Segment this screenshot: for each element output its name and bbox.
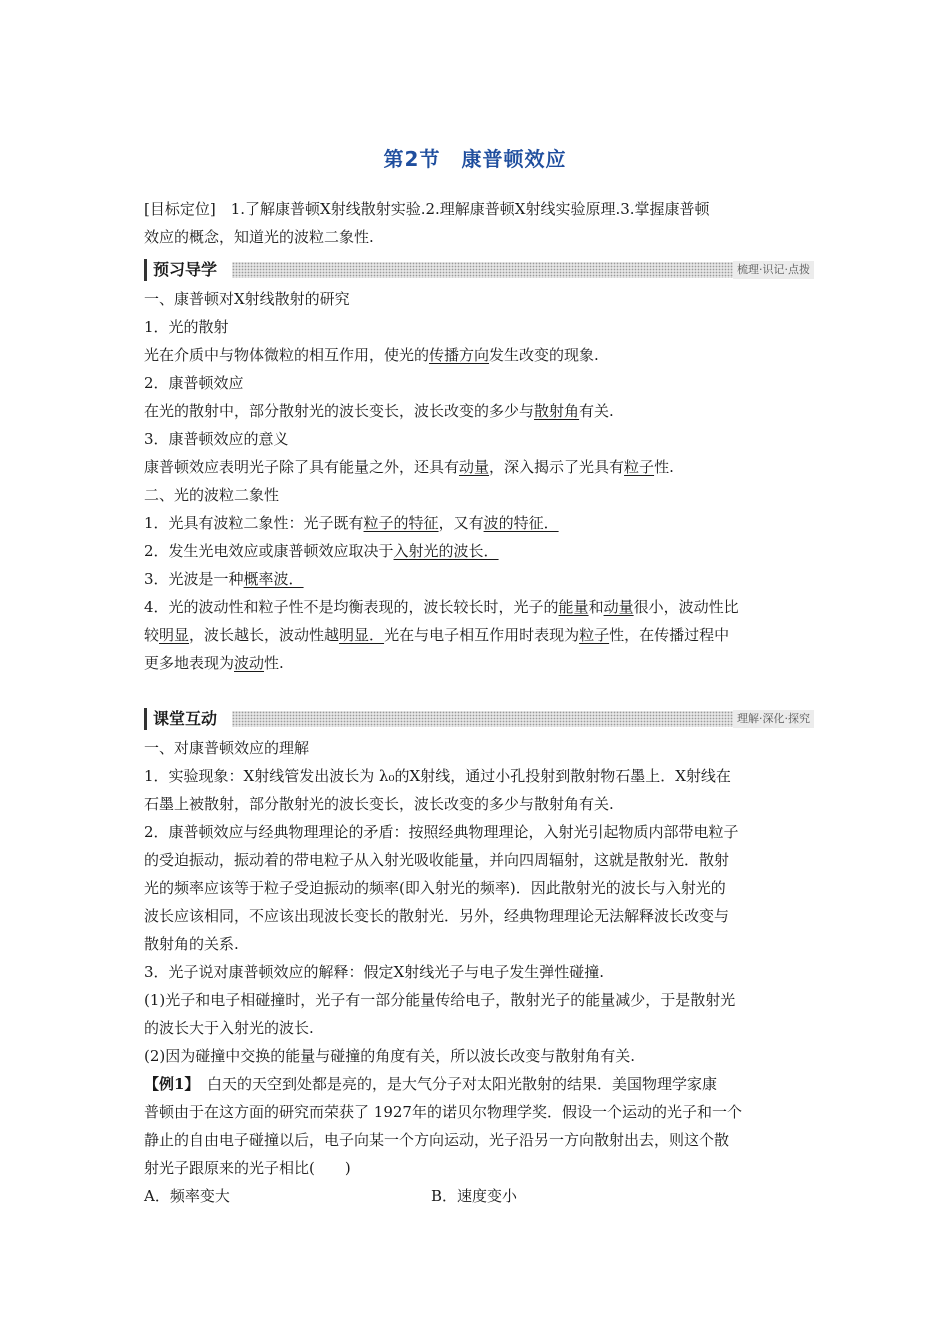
paragraph-line: (1)光子和电子相碰撞时，光子有一部分能量传给电子，散射光子的能量减少，于是散射光 bbox=[144, 991, 736, 1009]
section-bar-preview bbox=[144, 259, 814, 281]
text: 较 bbox=[144, 626, 160, 644]
paragraph-line: 的受迫振动，振动着的带电粒子从入射光吸收能量，并向四周辐射，这就是散射光．散射 bbox=[144, 851, 730, 869]
text: 2．发生光电效应或康普顿效应取决于 bbox=[144, 542, 394, 560]
text: 4．光的波动性和粒子性不是均衡表现的，波长较长时，光子的 bbox=[144, 598, 559, 616]
text: 性. bbox=[654, 458, 674, 476]
paragraph bbox=[144, 593, 812, 621]
paragraph-line: 1．实验现象：X射线管发出波长为 λ₀的X射线，通过小孔投射到散射物石墨上．X射线在 bbox=[144, 767, 731, 785]
section-bar-label: 预习导学 bbox=[144, 259, 223, 281]
text: 和 bbox=[588, 598, 604, 616]
text: 光在与电子相互作用时表现为 bbox=[384, 626, 580, 644]
text: ，波长越长，波动性越 bbox=[189, 626, 340, 644]
class-content bbox=[144, 734, 812, 1210]
example-line: 静止的自由电子碰撞以后，电子向某一个方向运动，光子沿另一方向散射出去，则这个散 bbox=[144, 1131, 730, 1149]
paragraph-line: (2)因为碰撞中交换的能量与碰撞的角度有关，所以波长改变与散射角有关. bbox=[144, 1047, 636, 1065]
answer-blank: 粒子 bbox=[624, 458, 655, 476]
answer-blank: 能量 bbox=[558, 598, 589, 616]
subheading: 1．光的散射 bbox=[144, 318, 229, 336]
paragraph-line: 的波长大于入射光的波长. bbox=[144, 1019, 314, 1037]
section-bar-label: 课堂互动 bbox=[144, 708, 223, 730]
preview-content bbox=[144, 285, 812, 677]
option-a: A．频率变大 bbox=[144, 1187, 230, 1205]
paragraph bbox=[144, 453, 812, 481]
paragraph-line: 石墨上被散射，部分散射光的波长变长，波长改变的多少与散射角有关. bbox=[144, 795, 614, 813]
answer-blank: 入射光的波长． bbox=[393, 542, 499, 560]
answer-blank: 动量 bbox=[459, 458, 490, 476]
text: 康普顿效应表明光子除了具有能量之外，还具有 bbox=[144, 458, 460, 476]
text: 发生改变的现象. bbox=[489, 346, 599, 364]
answer-blank: 波的特征． bbox=[483, 514, 559, 532]
text: 性. bbox=[264, 654, 284, 672]
text: 有关. bbox=[579, 402, 614, 420]
text: 性，在传播过程中 bbox=[609, 626, 730, 644]
paragraph bbox=[144, 397, 812, 425]
paragraph-line: 波长应该相同，不应该出现波长变长的散射光．另外，经典物理理论无法解释波长改变与 bbox=[144, 907, 730, 925]
example-label: 【例1】 bbox=[144, 1075, 192, 1093]
options-row bbox=[144, 1182, 812, 1210]
example-line bbox=[144, 1070, 812, 1098]
answer-blank: 散射角 bbox=[534, 402, 580, 420]
subheading: 2．康普顿效应 bbox=[144, 374, 244, 392]
dotted-band bbox=[232, 711, 814, 727]
text: 在光的散射中，部分散射光的波长变长，波长改变的多少与 bbox=[144, 402, 535, 420]
section-bar-subtitle: 梳理·识记·点拨 bbox=[733, 261, 814, 279]
section-heading: 一、对康普顿效应的理解 bbox=[144, 739, 310, 757]
text: 白天的天空到处都是亮的，是大气分子对太阳光散射的结果．美国物理学家康 bbox=[191, 1075, 717, 1093]
page-title: 第2节 康普顿效应 bbox=[383, 147, 567, 171]
option-b: B．速度变小 bbox=[431, 1187, 518, 1205]
paragraph-line: 光的频率应该等于粒子受迫振动的频率(即入射光的频率)．因此散射光的波长与入射光的 bbox=[144, 879, 726, 897]
text: 更多地表现为 bbox=[144, 654, 235, 672]
answer-blank: 动量 bbox=[603, 598, 634, 616]
section-bar-class bbox=[144, 708, 814, 730]
section-heading: 一、康普顿对X射线散射的研究 bbox=[144, 290, 350, 308]
answer-blank: 概率波． bbox=[243, 570, 304, 588]
text: ，深入揭示了光具有 bbox=[489, 458, 625, 476]
paragraph bbox=[144, 649, 812, 677]
subheading: 3．康普顿效应的意义 bbox=[144, 430, 289, 448]
paragraph bbox=[144, 341, 812, 369]
paragraph bbox=[144, 565, 812, 593]
section-heading: 二、光的波粒二象性 bbox=[144, 486, 280, 504]
text: 很小，波动性比 bbox=[633, 598, 739, 616]
text: 3．光波是一种 bbox=[144, 570, 244, 588]
paragraph bbox=[144, 621, 812, 649]
paragraph-line: 散射角的关系. bbox=[144, 935, 239, 953]
text: 1．光具有波粒二象性：光子既有 bbox=[144, 514, 364, 532]
answer-blank: 明显． bbox=[339, 626, 385, 644]
paragraph-line: 2．康普顿效应与经典物理理论的矛盾：按照经典物理理论，入射光引起物质内部带电粒子 bbox=[144, 823, 739, 841]
paragraph bbox=[144, 509, 812, 537]
answer-blank: 粒子的特征 bbox=[363, 514, 439, 532]
paragraph bbox=[144, 537, 812, 565]
example-line: 普顿由于在这方面的研究而荣获了 1927年的诺贝尔物理学奖．假设一个运动的光子和一个 bbox=[144, 1103, 742, 1121]
section-bar-subtitle: 理解·深化·探究 bbox=[733, 710, 814, 728]
answer-blank: 粒子 bbox=[579, 626, 610, 644]
goals-line: 效应的概念，知道光的波粒二象性. bbox=[144, 228, 374, 246]
dotted-band bbox=[232, 262, 814, 278]
text: 光在介质中与物体微粒的相互作用，使光的 bbox=[144, 346, 430, 364]
example-line: 射光子跟原来的光子相比( ) bbox=[144, 1159, 351, 1177]
answer-blank: 明显 bbox=[159, 626, 190, 644]
learning-goals bbox=[144, 195, 812, 251]
answer-blank: 波动 bbox=[234, 654, 265, 672]
paragraph-line: 3．光子说对康普顿效应的解释：假定X射线光子与电子发生弹性碰撞. bbox=[144, 963, 604, 981]
answer-blank: 传播方向 bbox=[429, 346, 490, 364]
text: ，又有 bbox=[438, 514, 484, 532]
goals-line: [目标定位] 1.了解康普顿X射线散射实验.2.理解康普顿X射线实验原理.3.掌握康普顿 bbox=[144, 200, 710, 218]
